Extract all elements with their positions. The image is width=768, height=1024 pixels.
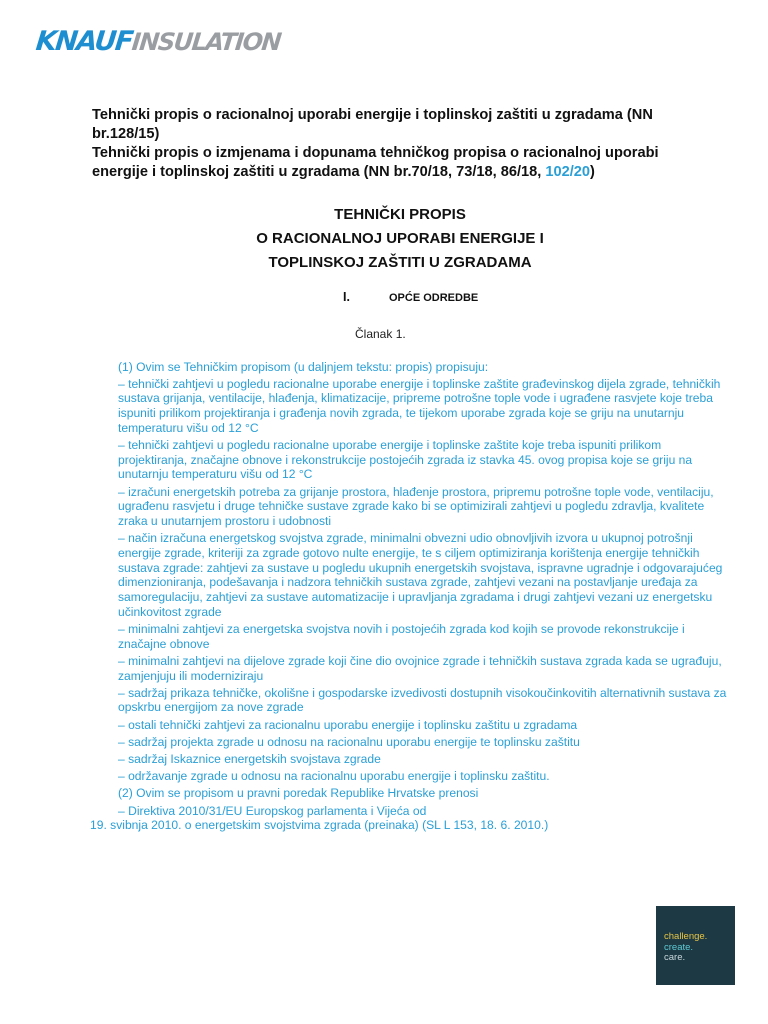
paragraph: – sadržaj Iskaznice energetskih svojstava zgrade xyxy=(118,752,381,767)
badge-line-1: challenge. xyxy=(664,931,708,942)
section-title: OPĆE ODREDBE xyxy=(389,292,479,304)
title-line-1: TEHNIČKI PROPIS xyxy=(334,206,466,223)
header-line-2 xyxy=(92,144,702,182)
challenge-create-care-badge xyxy=(656,906,735,985)
article-heading: Članak 1. xyxy=(355,327,406,341)
paragraph: – ostali tehnički zahtjevi za racionalnu uporabu energije i toplinsku zaštitu u zgradama xyxy=(118,717,578,732)
paragraph: – sadržaj projekta zgrade u odnosu na racionalnu uporabu energije te toplinsku zaštitu xyxy=(118,734,580,749)
title-line-2: O RACIONALNOJ UPORABI ENERGIJE I xyxy=(256,230,544,247)
paragraph: – minimalni zahtjevi za energetska svojstva novih i postojećih zgrada kod kojih se provode rekonstrukcije i značajne obnove xyxy=(118,621,685,651)
logo-insulation: INSULATION xyxy=(130,28,282,56)
header-line-2-highlight: 102/20 xyxy=(545,164,591,180)
paragraph: – tehnički zahtjevi u pogledu racionalne uporabe energije i toplinske zaštite građevinskog dijela zgrade, tehničkih sustava grijanja, ventilacije, hlađenja, klimatizacije, pripreme potrošne tople vode i ugrađene rasvjete koje treba ispuniti prilikom projektiranja i građenja novih zgrada, te tijekom uporabe zgrada koje se griju na unutarnju temperaturu višu od 12 °C xyxy=(118,376,721,435)
badge-line-3: care. xyxy=(664,952,686,963)
paragraph: (2) Ovim se propisom u pravni poredak Republike Hrvatske prenosi xyxy=(118,786,479,801)
paragraph: (1) Ovim se Tehničkim propisom (u daljnjem tekstu: propis) propisuju: xyxy=(118,359,489,374)
document-body xyxy=(90,357,730,833)
logo-knauf: KNAUF xyxy=(34,26,134,57)
paragraph: – Direktiva 2010/31/EU Europskog parlamenta i Vijeća od xyxy=(118,803,427,818)
document-header xyxy=(92,106,702,182)
badge-line-2: create. xyxy=(664,941,694,953)
paragraph: – održavanje zgrade u odnosu na racionalnu uporabu energije i toplinsku zaštitu. xyxy=(118,769,550,784)
paragraph: – izračuni energetskih potreba za grijanje prostora, hlađenje prostora, pripremu potrošne tople vode, ventilaciju, ugrađenu rasvjetu i druge tehničke sustave zgrade kako bi se optimizirali zahtjevi u pogledu zdravlja, kvalitete zraka u unutarnjem prostoru i udobnosti xyxy=(118,484,714,529)
section-heading xyxy=(343,290,478,304)
paragraph-continuation: 19. svibnja 2010. o energetskim svojstvima zgrada (preinaka) (SL L 153, 18. 6. 2010.) xyxy=(90,818,549,833)
document-title xyxy=(140,203,660,275)
section-number: I. xyxy=(343,290,350,304)
paragraph: – način izračuna energetskog svojstva zgrade, minimalni obvezni udio obnovljivih izvora u ukupnoj potrošnji energije zgrade, kriteriji za zgrade gotovo nulte energije, te s ciljem optimiziranja korištenja energije tehničkih sustava zgrade: zahtjevi za sustave u pogledu ukupnih energetskih svojstava, ispravne ugradnje i odgovarajućeg dimenzioniranja, podešavanja i nadzora tehničkih sustava zgrade, zahtjevi vezani na postavljanje uređaja za samoregulaciju, zahtjevi za sustave automatizacije i upravljanja zgradama i drugi zahtjevi vezani uz energetsku učinkovitost zgrade xyxy=(118,531,723,619)
header-line-1: Tehnički propis o racionalnoj uporabi energije i toplinskoj zaštiti u zgradama (NN br.128/15) xyxy=(92,107,653,142)
knauf-insulation-logo xyxy=(34,26,281,57)
paragraph: – tehnički zahtjevi u pogledu racionalne uporabe energije i toplinske zaštite koje treba ispuniti prilikom projektiranja, značajne obnove i rekonstrukcije postojećih zgrada iz stavka 45. ovog propisa koje se griju na unutarnju temperaturu višu od 12 °C xyxy=(118,438,693,482)
paragraph: – sadržaj prikaza tehničke, okolišne i gospodarske izvedivosti dostupnih visokoučinkovitih alternativnih sustava za opskrbu energijom za nove zgrade xyxy=(118,685,727,715)
header-line-2-end: ) xyxy=(590,164,595,180)
paragraph: – minimalni zahtjevi na dijelove zgrade koji čine dio ovojnice zgrade i tehničkih sustava zgrada kada se ugrađuju, zamjenjuju ili moderniziraju xyxy=(118,653,722,683)
header-line-2-text: Tehnički propis o izmjenama i dopunama tehničkog propisa o racionalnoj uporabi energije i toplinskoj zaštiti u zgradama (NN br.70/18, 73/18, 86/18, xyxy=(92,145,659,180)
title-line-3: TOPLINSKOJ ZAŠTITI U ZGRADAMA xyxy=(268,254,532,271)
